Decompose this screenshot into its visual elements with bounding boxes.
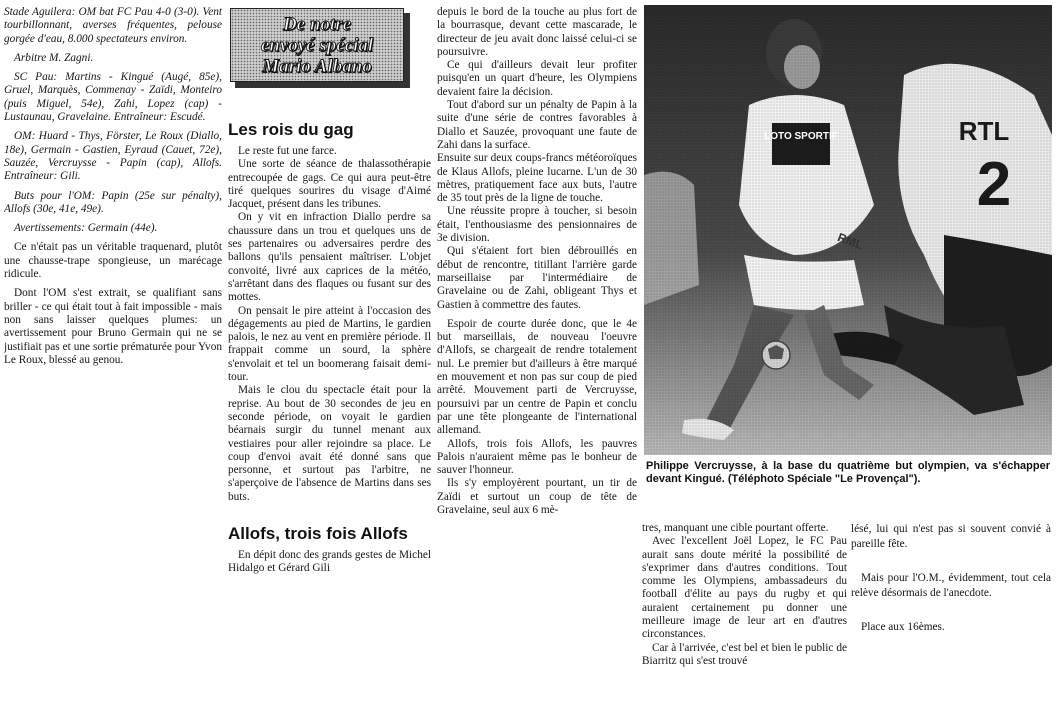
jersey-sponsor-text: RML <box>835 230 865 253</box>
goals: Buts pour l'OM: Papin (25e sur pénalty), Allofs (30e, 41e, 49e). <box>4 189 222 215</box>
paragraph: Mais le clou du spectacle était pour la reprise. Au bout de 30 secondes de jeu en seconde période, on voyait le gardien béarnais surgir du tunnel menant aux vestiaires pour aller rejoindre sa place. Le coup d'envoi avait été donné sans que personne, et surtout pas l'arbitre, ne s'aperçoive de l'absence de Martins dans ses buts. <box>228 384 431 503</box>
referee: Arbitre M. Zagni. <box>14 51 94 64</box>
match-summary: Stade Aguilera: OM bat FC Pau 4-0 (3-0). Vent tourbillonnant, averses fréquentes, pelouse gorgée d'eau, 8.000 spectateurs environ. <box>4 6 222 45</box>
paragraph: Ensuite sur deux coups-francs météoroïques de Klaus Allofs, pleine lucarne. L'un de 30 mètres, pratiquement face aux buts, l'autre de 35 tout près de la ligne de touche. <box>437 152 637 205</box>
match-photo <box>644 5 1052 455</box>
paragraph: En dépit donc des grands gestes de Michel Hidalgo et Gérard Gili <box>228 549 431 575</box>
section-heading: Allofs, trois fois Allofs <box>228 524 408 544</box>
paragraph: Ce qui d'ailleurs devait leur profiter puisqu'en un quart d'heure, les Olympiens devaient faire la décision. <box>437 59 637 98</box>
paragraph: Tout d'abord sur un pénalty de Papin à la suite d'une série de contres favorables à Diallo et Sauzée, provoquant une faute de Zahi dans la surface. <box>437 99 637 151</box>
photo-caption: Philippe Vercruysse, à la base du quatrième but olympien, va s'échapper devant Kingué. (Téléphoto Spéciale "Le Provençal"). <box>646 460 1050 485</box>
jersey-sponsor-text: RTL <box>958 116 1010 146</box>
jersey-sponsor-text: LOTO SPORTIF <box>764 131 838 142</box>
paragraph: On pensait le pire atteint à l'occasion des dégagements au pied de Martins, le gardien palois, le nez au vent en première période. Il frappait comme un sourd, la sphère s'envolait et tel un boomerang faisait demi-tour. <box>228 304 431 384</box>
column-1 <box>4 6 222 726</box>
byline-line: envoyé spécial <box>260 34 374 56</box>
column-2 <box>228 6 431 726</box>
paragraph: Le reste fut une farce. <box>238 145 337 157</box>
column-3 <box>437 6 637 726</box>
paragraph: Car à l'arrivée, c'est bel et bien le public de Biarritz qui s'est trouvé <box>642 641 847 667</box>
byline-box <box>230 8 408 86</box>
paragraph: Mais pour l'O.M., évidemment, tout cela relève désormais de l'anecdote. <box>851 572 1051 599</box>
paragraph: lésé, lui qui n'est pas si souvent convié à pareille fête. <box>851 523 1051 550</box>
paragraph: Place aux 16èmes. <box>861 621 945 633</box>
paragraph: Une sorte de séance de thalassothérapie entrecoupée de gags. Ce qui aura peut-être tiré quelques sourires du visage d'Aimé Jacquet, présent dans les tribunes. <box>228 158 431 211</box>
paragraph: Une réussite propre à toucher, si besoin était, l'enthousiasme des pensionnaires de 3e division. <box>437 205 637 245</box>
jersey-number: 2 <box>976 150 1012 219</box>
paragraph: Qui s'étaient fort bien débrouillés en début de rencontre, titillant l'arrière garde marseillaise par l'intermédiaire de Gravelaine ou de Zahi, obligeant Thys et Gastien à commettre des fautes. <box>437 245 637 311</box>
pau-lineup: SC Pau: Martins - Kingué (Augé, 85e), Gruel, Marquès, Commenay - Zaïdi, Monteiro (puis Miguel, 54e), Zahi, Lopez (cap) - Lustaunau, Gravelaine. Entraîneur: Escudé. <box>4 71 222 124</box>
paragraph: Allofs, trois fois Allofs, les pauvres Palois n'auraient même pas le bonheur de sauver l'honneur. <box>437 437 637 477</box>
column-4a <box>642 522 847 722</box>
om-lineup: OM: Huard - Thys, Förster, Le Roux (Diallo, 18e), Germain - Gastien, Eyraud (Cauet, 72e), Sauzée, Vercruysse - Papin (cap), Allofs. Entraîneur: Gili. <box>4 130 222 183</box>
paragraph: Dont l'OM s'est extrait, se qualifiant sans briller - ce qui était tout à fait impossible - mais non sans laisser quelques plumes: un avertissement pour Bruno Germain qui ne se justifiait pas et une sortie prématurée pour Yvon Le Roux, blessé au genou. <box>4 287 222 366</box>
warnings: Avertissements: Germain (44e). <box>14 222 158 235</box>
byline-line: De notre <box>282 13 352 35</box>
paragraph: On y vit en infraction Diallo perdre sa chaussure dans un trou et quelques uns de ses partenaires ou adversaires perdre des ballons qu'ils pensaient maîtriser. L'objet convoité, livré aux caprices de la météo, s'arrêtant dans des flaques ou fusant sur des mottes. <box>228 211 431 304</box>
paragraph: tres, manquant une cible pourtant offerte. <box>642 522 829 534</box>
paragraph: Ce n'était pas un véritable traquenard, plutôt une chausse-trape spongieuse, un marécage ridicule. <box>4 241 222 281</box>
column-4b <box>851 522 1051 722</box>
byline-author: Mario Albano <box>262 55 372 77</box>
paragraph: Ils s'y employèrent pourtant, un tir de Zaïdi et surtout un coup de tête de Gravelaine, seul aux 6 mè- <box>437 477 637 516</box>
paragraph: depuis le bord de la touche au plus fort de la bourrasque, devant cette mascarade, le directeur de jeu avait donc laissé celui-ci se poursuivre. <box>437 6 637 58</box>
paragraph: Avec l'excellent Joël Lopez, le FC Pau aurait sans doute mérité la possibilité de s'exprimer dans d'autres conditions. Tout comme les Olympiens, ambassadeurs du football d'élite au pays du rugby et qui auraient certainement pu donner une meilleure image de leur art en d'autres circonstances. <box>642 535 847 641</box>
paragraph: Espoir de courte durée donc, que le 4e but marseillais, de nouveau l'oeuvre d'Allofs, se chargeait de rendre totalement nul. Le premier but d'ailleurs à être marqué en mouvement et non pas sur coup de pied arrêté. Mouvement parti de Vercruysse, poursuivi par un centre de Papin et conclu par une tête plongeante de l'international allemand. <box>437 317 637 437</box>
section-heading: Les rois du gag <box>228 120 354 139</box>
